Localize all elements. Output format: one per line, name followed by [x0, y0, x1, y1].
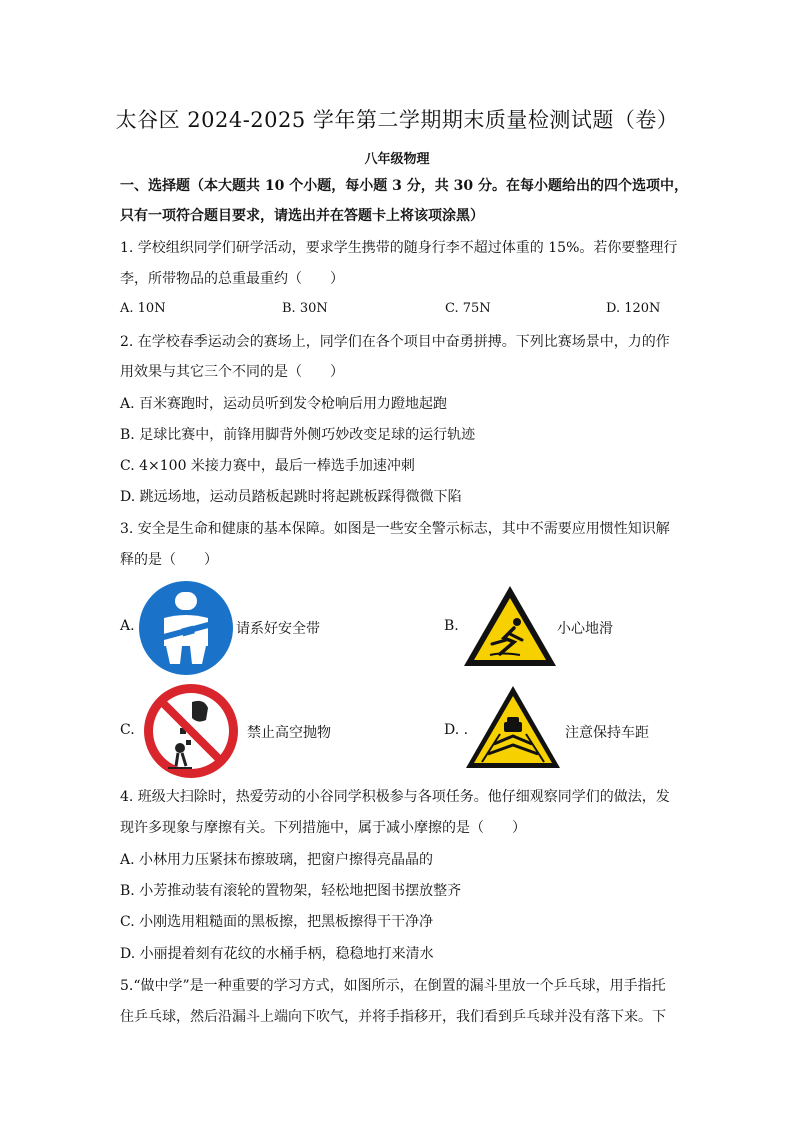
q3-option-c-label: 禁止高空抛物	[247, 725, 331, 741]
q3-option-b-letter: B.	[444, 618, 459, 634]
q3-option-b-label: 小心地滑	[557, 621, 613, 637]
q1-stem-line1: 1. 学校组织同学们研学活动，要求学生携带的随身行李不超过体重的 15%。若你要整理行	[120, 240, 678, 256]
section-heading-line2: 只有一项符合题目要求，请选出并在答题卡上将该项涂黑）	[120, 208, 484, 224]
slippery-warning-sign	[462, 584, 558, 672]
q2-option-d: D. 跳远场地，运动员踏板起跳时将起跳板踩得微微下陷	[120, 489, 462, 505]
q1-option-d: D. 120N	[606, 301, 661, 316]
section-heading-line1: 一、选择题（本大题共 10 个小题，每小题 3 分，共 30 分。在每小题给出的四个选项中，	[120, 178, 688, 194]
q2-option-b: B. 足球比赛中，前锋用脚背外侧巧妙改变足球的运行轨迹	[120, 427, 476, 443]
q2-option-c: C. 4×100 米接力赛中，最后一棒选手加速冲刺	[120, 458, 415, 474]
q1-option-b: B. 30N	[282, 301, 328, 316]
q4-option-b: B. 小芳推动装有滚轮的置物架，轻松地把图书摆放整齐	[120, 883, 462, 899]
q2-option-a: A. 百米赛跑时，运动员听到发令枪响后用力蹬地起跑	[120, 396, 448, 412]
q2-stem-line2: 用效果与其它三个不同的是（ ）	[120, 364, 344, 380]
q1-stem-line2: 李，所带物品的总重最重约（ ）	[120, 271, 344, 287]
q1-option-c: C. 75N	[445, 301, 491, 316]
q5-stem-line1: 5.“做中学”是一种重要的学习方式，如图所示，在倒置的漏斗里放一个乒乓球，用手指托	[120, 978, 666, 994]
q3-stem-line2: 释的是（ ）	[120, 552, 218, 568]
no-throwing-sign	[142, 682, 240, 784]
seatbelt-icon	[138, 580, 234, 676]
q4-option-c: C. 小刚选用粗糙面的黑板擦，把黑板擦得干干净净	[120, 914, 434, 930]
q3-option-a-letter: A.	[120, 618, 135, 634]
q3-option-a-label: 请系好安全带	[236, 621, 320, 637]
q3-option-c-letter: C.	[120, 722, 135, 738]
q2-stem-line1: 2. 在学校春季运动会的赛场上，同学们在各个项目中奋勇拼搏。下列比赛场景中，力的作	[120, 334, 670, 350]
q5-stem-line2: 住乒乓球，然后沿漏斗上端向下吹气，并将手指移开，我们看到乒乓球并没有落下来。下	[120, 1009, 666, 1025]
slippery-floor-icon	[462, 584, 558, 668]
q3-stem-line1: 3. 安全是生命和健康的基本保障。如图是一些安全警示标志，其中不需要应用惯性知识解	[120, 521, 670, 537]
exam-subtitle: 八年级物理	[364, 152, 430, 167]
q3-option-d-letter: D. .	[444, 722, 469, 738]
keep-distance-sign	[464, 684, 562, 774]
q3-option-d-label: 注意保持车距	[565, 725, 649, 741]
q4-stem-line2: 现许多现象与摩擦有关。下列措施中，属于减小摩擦的是（ ）	[120, 820, 526, 836]
no-throwing-icon	[142, 682, 240, 780]
q1-option-a: A. 10N	[120, 301, 166, 316]
q4-option-d: D. 小丽提着刻有花纹的水桶手柄，稳稳地打来清水	[120, 946, 434, 962]
keep-distance-icon	[464, 684, 562, 770]
q4-stem-line1: 4. 班级大扫除时，热爱劳动的小谷同学积极参与各项任务。他仔细观察同学们的做法，发	[120, 789, 670, 805]
q4-option-a: A. 小林用力压紧抹布擦玻璃，把窗户擦得亮晶晶的	[120, 852, 434, 868]
exam-title: 太谷区 2024-2025 学年第二学期期末质量检测试题（卷）	[115, 108, 679, 132]
seatbelt-sign	[138, 580, 234, 680]
